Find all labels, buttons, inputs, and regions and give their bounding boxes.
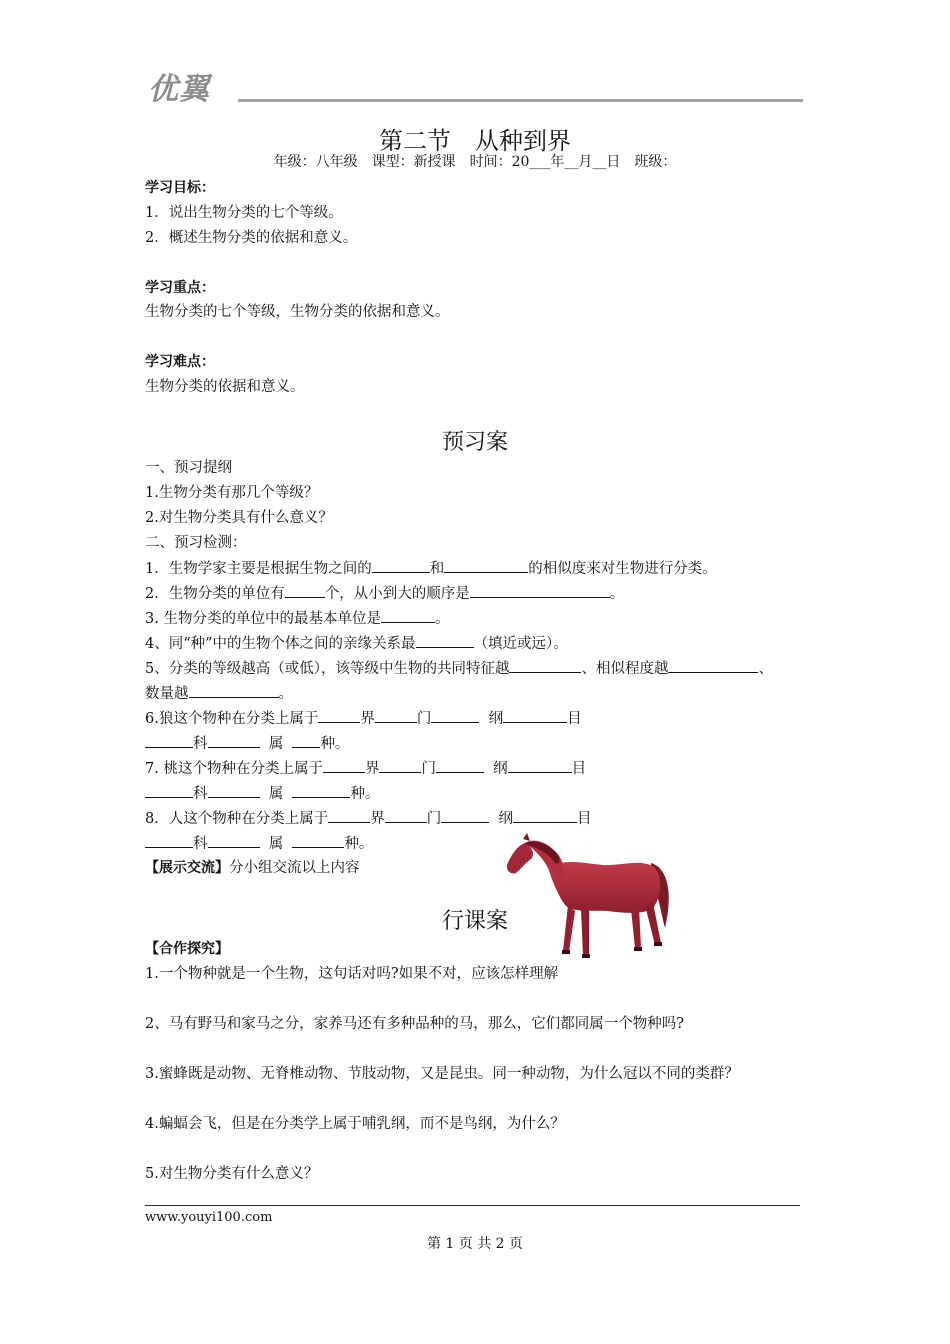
q-text: 。 <box>434 611 450 627</box>
question-6 <box>145 709 582 728</box>
blank[interactable] <box>292 834 344 848</box>
q-text: 7. 桃这个物种在分类上属于 <box>145 761 323 777</box>
blank[interactable] <box>503 709 567 723</box>
check-heading: 二、预习检测： <box>145 535 247 551</box>
q-text: 科 <box>193 836 208 852</box>
question-7-cont <box>145 784 379 803</box>
objective-item: 2．概述生物分类的依据和意义。 <box>145 230 358 246</box>
q-text: 6.狼这个物种在分类上属于 <box>145 711 319 727</box>
question-8-cont <box>145 834 373 853</box>
blank[interactable] <box>668 659 758 673</box>
question-1 <box>145 559 717 578</box>
outline-item: 1.生物分类有那几个等级？ <box>145 485 319 501</box>
q-text: 目 <box>576 811 592 827</box>
blank[interactable] <box>431 709 479 723</box>
q-text: 1．生物学家主要是根据生物之间的 <box>145 561 372 577</box>
blank[interactable] <box>441 809 489 823</box>
q-text: 属 <box>268 836 284 852</box>
lesson-question: 3.蜜蜂既是动物、无脊椎动物、节肢动物，又是昆虫。同一种动物，为什么冠以不同的类群？ <box>145 1066 739 1082</box>
show-label: 【展示交流】 <box>145 860 229 876</box>
lesson-question: 1.一个物种就是一个生物，这句话对吗?如果不对，应该怎样理解 <box>145 966 559 982</box>
q-text: 8．人这个物种在分类上属于 <box>145 811 329 827</box>
q-text: （填近或远）。 <box>473 636 568 652</box>
q-text: 4、同“种”中的生物个体之间的亲缘关系最 <box>145 636 416 652</box>
show-exchange <box>145 859 360 877</box>
lesson-meta: 年级：八年级 课型：新授课 时间：20___年__月__日 班级： <box>273 154 677 170</box>
blank[interactable] <box>375 709 417 723</box>
q-text: 和 <box>429 561 445 577</box>
blank[interactable] <box>436 759 484 773</box>
q-text: 科 <box>193 786 208 802</box>
question-8 <box>145 809 591 828</box>
question-6-cont <box>145 734 349 753</box>
question-5-cont <box>145 684 293 703</box>
header-divider <box>238 99 803 102</box>
question-4 <box>145 634 568 653</box>
blank[interactable] <box>292 734 320 748</box>
q-text: 。 <box>278 686 293 702</box>
footer-divider <box>145 1205 800 1206</box>
q-text: 门 <box>421 761 436 777</box>
q-text: 种。 <box>344 836 374 852</box>
q-text: 数量越 <box>145 686 189 702</box>
question-5 <box>145 659 773 678</box>
blank[interactable] <box>444 559 528 573</box>
preview-title: 预习案 <box>441 430 508 455</box>
footer-url: www.youyi100.com <box>145 1210 273 1225</box>
q-text: 界 <box>370 811 385 827</box>
q-text: 科 <box>193 736 208 752</box>
blank[interactable] <box>208 734 260 748</box>
difficulties-text: 生物分类的依据和意义。 <box>145 379 305 395</box>
blank[interactable] <box>292 784 350 798</box>
question-3 <box>145 609 449 628</box>
key-points-text: 生物分类的七个等级，生物分类的依据和意义。 <box>145 304 450 320</box>
blank[interactable] <box>328 809 370 823</box>
q-text: 属 <box>268 786 284 802</box>
q-text: 纲 <box>493 761 508 777</box>
q-text: 纲 <box>498 811 513 827</box>
lesson-title: 行课案 <box>441 909 508 934</box>
q-text: 2．生物分类的单位有 <box>145 586 285 602</box>
objectives-heading: 学习目标： <box>145 180 215 196</box>
outline-item: 2.对生物分类具有什么意义？ <box>145 510 333 526</box>
blank[interactable] <box>508 759 572 773</box>
objective-item: 1．说出生物分类的七个等级。 <box>145 205 343 221</box>
blank[interactable] <box>379 759 421 773</box>
q-text: 界 <box>360 711 375 727</box>
q-text: 目 <box>567 711 582 727</box>
question-2 <box>145 584 624 603</box>
coop-heading: 【合作探究】 <box>145 941 229 957</box>
blank[interactable] <box>145 734 193 748</box>
blank[interactable] <box>189 684 279 698</box>
q-text: 。 <box>609 586 625 602</box>
blank[interactable] <box>208 784 260 798</box>
q-text: 种。 <box>320 736 350 752</box>
blank[interactable] <box>385 809 427 823</box>
blank[interactable] <box>513 809 577 823</box>
blank[interactable] <box>323 759 365 773</box>
blank[interactable] <box>372 559 430 573</box>
page-number: 第 1 页 共 2 页 <box>426 1236 524 1252</box>
blank[interactable] <box>381 609 435 623</box>
q-text: 、相似程度越 <box>581 661 669 677</box>
difficulties-heading: 学习难点： <box>145 354 215 370</box>
blank[interactable] <box>208 834 260 848</box>
page-title: 第二节 从种到界 <box>379 127 571 155</box>
q-text: 的相似度来对生物进行分类。 <box>528 561 717 577</box>
blank[interactable] <box>509 659 581 673</box>
q-text: 5、分类的等级越高（或低），该等级中生物的共同特征越 <box>145 661 510 677</box>
q-text: 属 <box>268 736 284 752</box>
question-7 <box>145 759 586 778</box>
blank[interactable] <box>318 709 360 723</box>
q-text: 门 <box>416 711 432 727</box>
q-text: 纲 <box>488 711 504 727</box>
outline-heading: 一、预习提纲 <box>145 460 232 476</box>
blank[interactable] <box>416 634 474 648</box>
blank[interactable] <box>145 784 193 798</box>
q-text: 、 <box>758 661 773 677</box>
show-text: 分小组交流以上内容 <box>229 860 360 876</box>
q-text: 个，从小到大的顺序是 <box>324 586 470 602</box>
q-text: 3. 生物分类的单位中的最基本单位是 <box>145 611 381 627</box>
q-text: 目 <box>571 761 587 777</box>
q-text: 界 <box>364 761 380 777</box>
blank[interactable] <box>470 584 610 598</box>
q-text: 门 <box>426 811 442 827</box>
blank[interactable] <box>285 584 325 598</box>
q-text: 种。 <box>350 786 380 802</box>
lesson-question: 4.蝙蝠会飞，但是在分类学上属于哺乳纲，而不是鸟纲，为什么？ <box>145 1116 565 1132</box>
lesson-question: 2、马有野马和家马之分，家养马还有多种品种的马，那么，它们都同属一个物种吗? <box>145 1016 684 1032</box>
horse-illustration <box>503 833 678 968</box>
logo: 优翼 <box>148 72 210 107</box>
blank[interactable] <box>145 834 193 848</box>
lesson-question: 5.对生物分类有什么意义？ <box>145 1166 319 1182</box>
key-points-heading: 学习重点： <box>145 280 215 296</box>
